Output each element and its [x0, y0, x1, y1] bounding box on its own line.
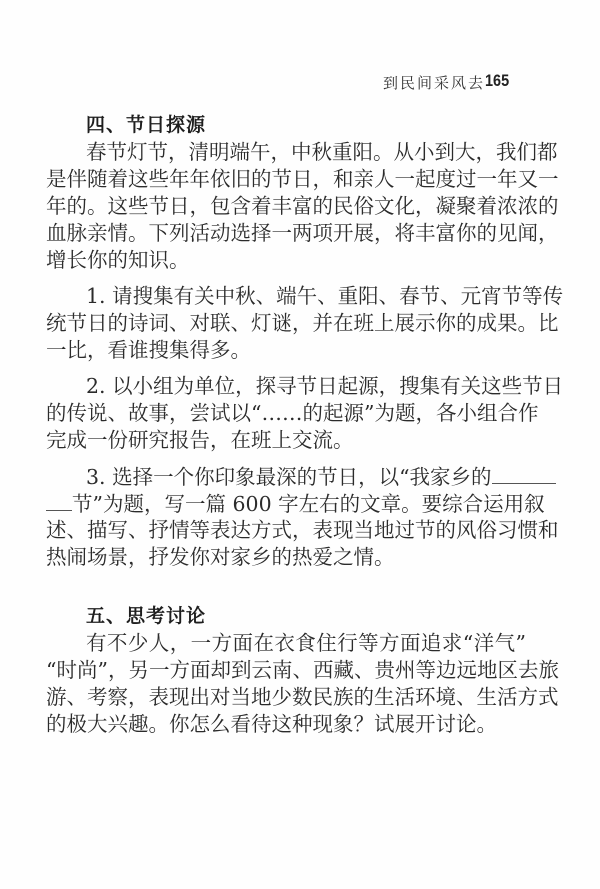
activity-item-1-line: 1. 请搜集有关中秋、端午、重阳、春节、元宵节等传	[86, 284, 564, 308]
paragraph-line: 是伴随着这些年年依旧的节日，和亲人一起度过一年又一	[46, 167, 559, 191]
paragraph-line: 增长你的知识。	[46, 248, 190, 272]
activity-item-3-line: 热闹场景，抒发你对家乡的热爱之情。	[46, 545, 395, 569]
activity-item-2-line: 2. 以小组为单位，探寻节日起源，搜集有关这些节日	[86, 374, 564, 398]
activity-item-3-line: 述、描写、抒情等表达方式，表现当地过节的风俗习惯和	[46, 518, 559, 542]
activity-item-3-text: 节”为题，写一篇 600 字左右的文章。要综合运用叙	[72, 492, 545, 516]
activity-item-2-line: 的传说、故事，尝试以“……的起源”为题，各小组合作	[46, 401, 539, 425]
paragraph-line: 有不少人，一方面在衣食住行等方面追求“洋气”	[86, 631, 526, 655]
activity-item-3-line	[46, 490, 545, 517]
paragraph-line: “时尚”，另一方面却到云南、西藏、贵州等边远地区去旅	[46, 658, 559, 682]
activity-item-1-line: 一比，看谁搜集得多。	[46, 338, 251, 362]
activity-item-3-text: 3. 选择一个你印象最深的节日，以“我家乡的	[86, 465, 492, 489]
running-header-title: 到民间采风去	[383, 74, 486, 92]
section-heading-festival-origins: 四、节日探源	[86, 114, 207, 136]
section-heading-discussion: 五、思考讨论	[86, 605, 207, 627]
fill-in-blank	[492, 463, 556, 484]
fill-in-blank	[46, 490, 72, 511]
activity-item-1-line: 统节日的诗词、对联、灯谜，并在班上展示你的成果。比	[46, 311, 559, 335]
paragraph-line: 春节灯节，清明端午，中秋重阳。从小到大，我们都	[86, 140, 558, 164]
paragraph-line: 游、考察，表现出对当地少数民族的生活环境、生活方式	[46, 685, 559, 709]
paragraph-line: 年的。这些节日，包含着丰富的民俗文化，凝聚着浓浓的	[46, 194, 559, 218]
paragraph-line: 血脉亲情。下列活动选择一两项开展，将丰富你的见闻，	[46, 221, 559, 245]
page-number: 165	[485, 71, 510, 90]
activity-item-2-line: 完成一份研究报告，在班上交流。	[46, 428, 354, 452]
paragraph-line: 的极大兴趣。你怎么看待这种现象？试展开讨论。	[46, 712, 497, 736]
activity-item-3-line	[86, 463, 526, 490]
